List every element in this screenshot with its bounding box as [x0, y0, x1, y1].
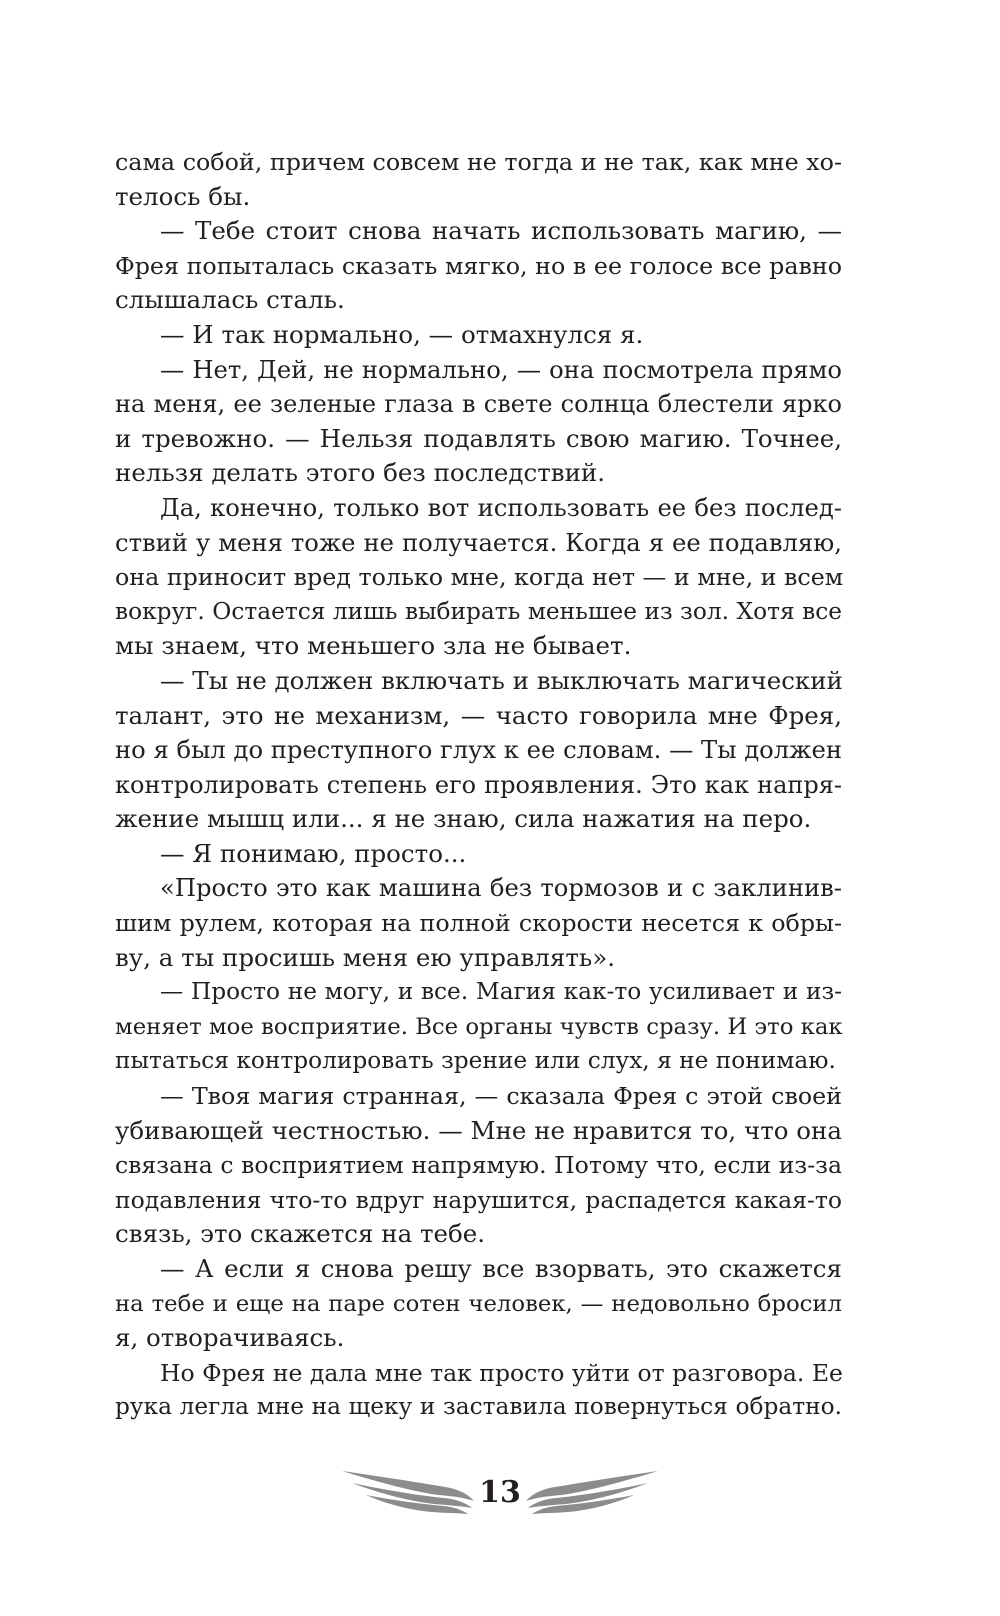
page-number: 13 [479, 1475, 521, 1510]
text-line: ствий у меня тоже не получается. Когда я ее подавляю, [115, 527, 842, 557]
text-line: Фрея попыталась сказать мягко, но в ее голосе все равно [115, 251, 842, 280]
text-line: на тебе и еще на паре сотен человек, — недовольно бросил [115, 1290, 842, 1317]
text-line: Да, конечно, только вот использовать ее без послед- [160, 492, 842, 522]
text-line: связь, это скажется на тебе. [115, 1219, 486, 1249]
text-line: вокруг. Остается лишь выбирать меньшее из зол. Хотя все [115, 597, 842, 625]
text-line: жение мышц или... я не знаю, сила нажатия на перо. [115, 804, 812, 834]
text-line: на меня, ее зеленые глаза в свете солнца блестели ярко [115, 390, 842, 419]
text-line: Но Фрея не дала мне так просто уйти от разговора. Ее [160, 1358, 843, 1387]
text-line: пытаться контролировать зрение или слух, я не понимаю. [115, 1047, 836, 1075]
text-line: сама собой, причем совсем не тогда и не так, как мне хо- [115, 148, 842, 176]
text-line: телось бы. [115, 181, 251, 211]
text-line: подавления что-то вдруг нарушится, распадется какая-то [115, 1185, 842, 1214]
text-line: — Тебе стоит снова начать использовать магию, — [160, 216, 842, 246]
text-line: — Твоя магия странная, — сказала Фрея с этой своей [160, 1082, 842, 1111]
text-line: — Нет, Дей, не нормально, — она посмотрела прямо [160, 354, 842, 384]
wing-right-icon [520, 1467, 660, 1517]
body-text [115, 145, 842, 1425]
text-line: меняет мое восприятие. Все органы чувств сразу. И это как [115, 1013, 843, 1040]
text-line: связана с восприятием напрямую. Потому что, если из-за [115, 1151, 842, 1180]
text-line: и тревожно. — Нельзя подавлять свою магию. Точнее, [115, 423, 842, 453]
page-footer [0, 1465, 1000, 1535]
text-line: нельзя делать этого без последствий. [115, 458, 606, 488]
text-line: шим рулем, которая на полной скорости несется к обры- [115, 909, 842, 938]
text-line: я, отворачиваясь. [115, 1323, 345, 1353]
text-line: контролировать степень его проявления. Это как напря- [115, 770, 842, 799]
text-line: убивающей честностью. — Мне не нравится то, что она [115, 1115, 842, 1145]
text-line: — И так нормально, — отмахнулся я. [160, 319, 644, 349]
text-line: «Просто это как машина без тормозов и с заклинив- [160, 873, 842, 903]
text-line: — Просто не могу, и все. Магия как-то усиливает и из- [160, 978, 842, 1006]
text-line: — Я понимаю, просто... [160, 838, 467, 868]
text-line: она приносит вред только мне, когда нет — и мне, и всем [115, 563, 844, 592]
text-line: талант, это не механизм, — часто говорила мне Фрея, [115, 700, 842, 730]
text-line: рука легла мне на щеку и заставила повернуться обратно. [115, 1393, 842, 1421]
text-line: ву, а ты просишь меня ею управлять». [115, 942, 616, 972]
text-line: — Ты не должен включать и выключать магический [160, 665, 843, 695]
text-line: слышалась сталь. [115, 285, 345, 315]
text-line: — А если я снова решу все взорвать, это скажется [160, 1254, 842, 1283]
text-line: мы знаем, что меньшего зла не бывает. [115, 631, 632, 661]
text-line: но я был до преступного глух к ее словам. — Ты должен [115, 735, 842, 765]
